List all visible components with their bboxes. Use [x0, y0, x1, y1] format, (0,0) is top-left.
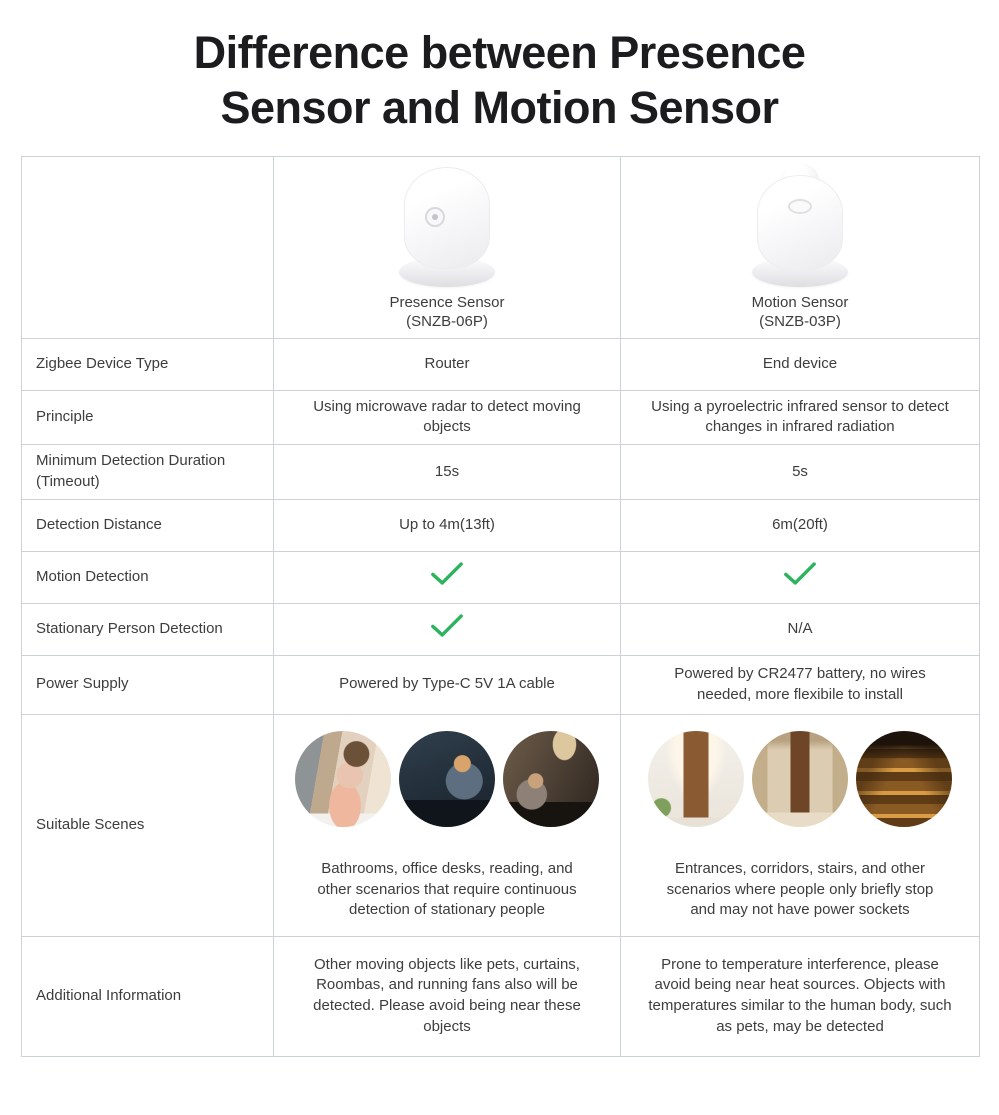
presence-value: Router	[274, 338, 621, 390]
motion-product-name: Motion Sensor	[751, 293, 849, 311]
motion-product-cell	[621, 156, 980, 338]
presence-value: Other moving objects like pets, curtains, Roombas, and running fans also will be detected. Please avoid being near these objects	[274, 936, 621, 1056]
row-label: Stationary Person Detection	[22, 603, 274, 655]
motion-scenes-caption: Entrances, corridors, stairs, and other scenarios where people only briefly stop and may not have power sockets	[666, 860, 934, 919]
presence-scene-images	[300, 731, 594, 827]
corridor-scene-image	[752, 731, 848, 827]
row-label: Motion Detection	[22, 551, 274, 603]
table-row-stationary-person-detection	[22, 603, 980, 655]
presence-value: 15s	[274, 445, 621, 499]
row-label: Detection Distance	[22, 499, 274, 551]
motion-value: Prone to temperature interference, please avoid being near heat sources. Objects with temperatures similar to the human body, such as pets, may be detected	[621, 936, 980, 1056]
table-row-suitable-scenes	[22, 714, 980, 936]
page-title: Difference between Presence Sensor and Motion Sensor	[193, 27, 806, 133]
presence-scenes-caption: Bathrooms, office desks, reading, and other scenarios that require continuous detection of stationary people	[317, 860, 577, 919]
motion-value: Using a pyroelectric infrared sensor to detect changes in infrared radiation	[621, 390, 980, 444]
stairs-scene-image	[856, 731, 952, 827]
row-label: Power Supply	[22, 655, 274, 714]
device-sensor-ring	[425, 207, 445, 227]
entrance-scene-image	[648, 731, 744, 827]
device-body	[404, 167, 490, 269]
check-icon	[430, 613, 464, 638]
motion-value: Powered by CR2477 battery, no wires needed, more flexibile to install	[621, 655, 980, 714]
table-row-minimum-detection-duration	[22, 445, 980, 499]
bathroom-scene-image	[295, 731, 391, 827]
table-row-principle	[22, 390, 980, 444]
comparison-table	[21, 156, 980, 1057]
presence-product-cell	[274, 156, 621, 338]
motion-value: End device	[621, 338, 980, 390]
presence-value: Using microwave radar to detect moving objects	[274, 390, 621, 444]
motion-sensor-image	[740, 165, 860, 289]
table-row-detection-distance	[22, 499, 980, 551]
presence-product-model: (SNZB-06P)	[406, 313, 488, 331]
row-label: Principle	[22, 390, 274, 444]
presence-scenes-cell	[274, 714, 621, 936]
motion-scene-images	[647, 731, 953, 827]
presence-value: Up to 4m(13ft)	[274, 499, 621, 551]
table-row-motion-detection	[22, 551, 980, 603]
row-label: Additional Information	[22, 936, 274, 1056]
motion-product-model: (SNZB-03P)	[759, 313, 841, 331]
reading-scene-image	[503, 731, 599, 827]
presence-value: Powered by Type-C 5V 1A cable	[274, 655, 621, 714]
motion-value: N/A	[621, 603, 980, 655]
table-header-row	[22, 156, 980, 338]
motion-value: 6m(20ft)	[621, 499, 980, 551]
row-label: Suitable Scenes	[22, 714, 274, 936]
presence-product-name: Presence Sensor	[389, 293, 505, 311]
table-row-power-supply	[22, 655, 980, 714]
motion-scenes-cell	[621, 714, 980, 936]
presence-sensor-image	[387, 165, 507, 289]
table-row-additional-information	[22, 936, 980, 1056]
motion-value	[621, 551, 980, 603]
table-row-zigbee-device-type	[22, 338, 980, 390]
office-desk-scene-image	[399, 731, 495, 827]
device-body	[757, 175, 843, 271]
row-label: Zigbee Device Type	[22, 338, 274, 390]
presence-value	[274, 551, 621, 603]
row-label: Minimum Detection Duration (Timeout)	[22, 445, 274, 499]
comparison-page	[0, 26, 999, 1115]
header-empty-cell	[22, 156, 274, 338]
device-button	[788, 199, 812, 214]
check-icon	[430, 561, 464, 586]
check-icon	[783, 561, 817, 586]
motion-value: 5s	[621, 445, 980, 499]
presence-value	[274, 603, 621, 655]
